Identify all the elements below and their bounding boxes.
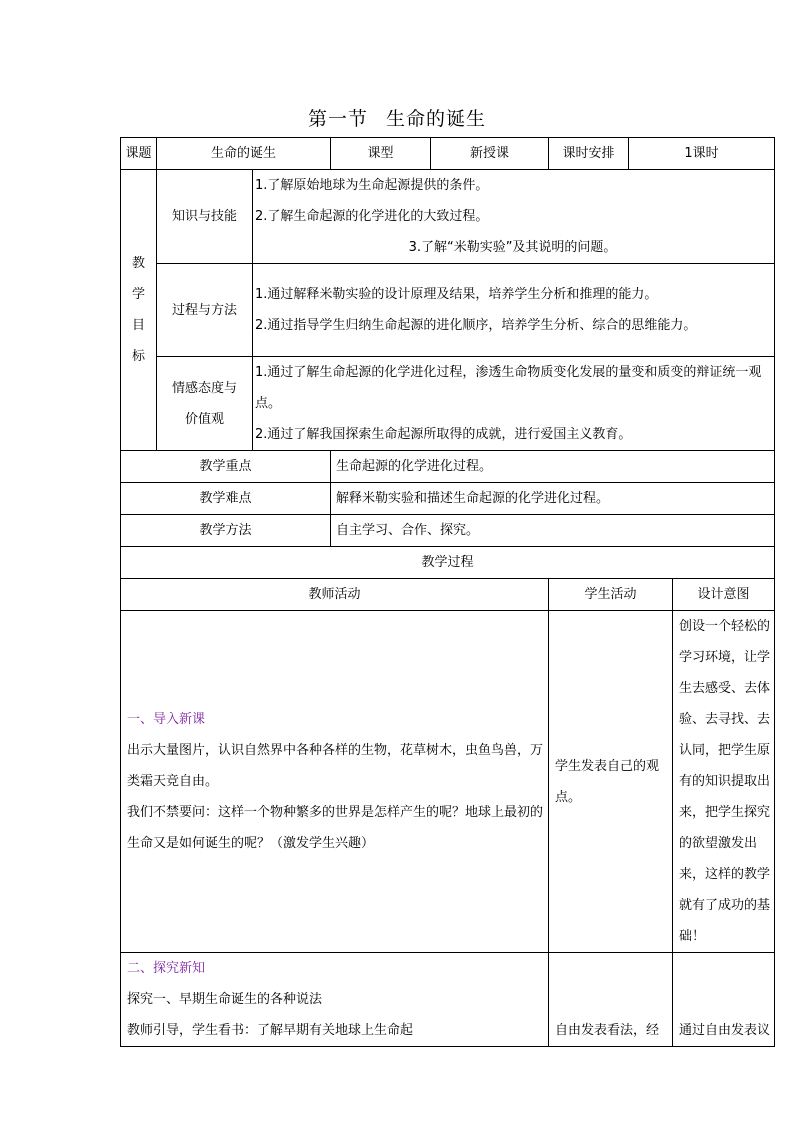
- emotion-item: 2.通过了解我国探索生命起源所取得的成就，进行爱国主义教育。: [255, 427, 632, 442]
- page-title: 第一节 生命的诞生: [307, 108, 487, 130]
- knowledge-label: 知识与技能: [157, 170, 253, 264]
- process-items: [253, 264, 775, 357]
- teacher-column-header: 教师活动: [121, 579, 549, 611]
- student-column-header: 学生活动: [549, 579, 673, 611]
- emotion-items: [253, 357, 775, 451]
- type-value: 新授课: [431, 138, 549, 170]
- schedule-label: 课时安排: [549, 138, 629, 170]
- process-item: 1.通过解释米勒实验的设计原理及结果，培养学生分析和推理的能力。: [255, 287, 658, 302]
- method-value: 自主学习、合作、探究。: [331, 515, 775, 547]
- objective-knowledge-row: [121, 170, 775, 264]
- section1-heading: 一、导入新课: [127, 712, 206, 727]
- method-label: 教学方法: [121, 515, 331, 547]
- process-header: 教学过程: [121, 547, 775, 579]
- section1-teacher-text: 出示大量图片，认识自然界中各种各样的生物，花草树木，虫鱼鸟兽，万类霜天竞自由。: [127, 743, 544, 789]
- difficulty-label: 教学难点: [121, 483, 331, 515]
- knowledge-items: [253, 170, 775, 264]
- objective-emotion-row: [121, 357, 775, 451]
- emotion-label: 情感态度与 价值观: [157, 357, 253, 451]
- knowledge-item: 1.了解原始地球为生命起源提供的条件。: [255, 178, 489, 193]
- process-item: 2.通过指导学生归纳生命起源的进化顺序，培养学生分析、综合的思维能力。: [255, 318, 697, 333]
- knowledge-item: 2.了解生命起源的化学进化的大致过程。: [255, 209, 489, 224]
- process-header-row: [121, 547, 775, 579]
- objective-process-row: [121, 264, 775, 357]
- key-point-value: 生命起源的化学进化过程。: [331, 451, 775, 483]
- section1-teacher-cell: [121, 611, 549, 953]
- type-label: 课型: [331, 138, 431, 170]
- section1-student-cell: 学生发表自己的观点。: [549, 611, 673, 953]
- section1-row: [121, 611, 775, 953]
- section2-student-cell: 自由发表看法，经: [549, 953, 673, 1047]
- key-point-row: [121, 451, 775, 483]
- section2-teacher-cell: [121, 953, 549, 1047]
- section1-design-cell: 创设一个轻松的学习环境，让学生去感受、去体验、去寻找、去认同，把学生原有的知识提取出来，把学生探究的欲望激发出来，这样的教学就有了成功的基础！: [673, 611, 775, 953]
- section1-teacher-text: 我们不禁要问：这样一个物种繁多的世界是怎样产生的呢？地球上最初的生命又是如何诞生的呢？（激发学生兴趣）: [127, 805, 544, 851]
- emotion-item: 1.通过了解生命起源的化学进化过程，渗透生命物质变化发展的量变和质变的辩证统一观点。: [255, 365, 762, 411]
- section2-heading: 二、探究新知: [127, 961, 206, 976]
- knowledge-item: 3.了解“米勒实验”及其说明的问题。: [408, 240, 617, 255]
- columns-row: [121, 579, 775, 611]
- objectives-label: 教 学 目 标: [121, 170, 157, 451]
- header-row: [121, 138, 775, 170]
- section2-row: [121, 953, 775, 1047]
- schedule-value: 1课时: [629, 138, 775, 170]
- method-row: [121, 515, 775, 547]
- topic-value: 生命的诞生: [157, 138, 331, 170]
- key-point-label: 教学重点: [121, 451, 331, 483]
- section2-design-cell: 通过自由发表议: [673, 953, 775, 1047]
- design-column-header: 设计意图: [673, 579, 775, 611]
- difficulty-value: 解释米勒实验和描述生命起源的化学进化过程。: [331, 483, 775, 515]
- section2-teacher-text: 教师引导，学生看书：了解早期有关地球上生命起: [127, 1023, 414, 1038]
- topic-label: 课题: [121, 138, 157, 170]
- section2-sub-heading: 探究一、早期生命诞生的各种说法: [127, 992, 323, 1007]
- lesson-plan-table: [120, 137, 775, 1047]
- process-label: 过程与方法: [157, 264, 253, 357]
- difficulty-row: [121, 483, 775, 515]
